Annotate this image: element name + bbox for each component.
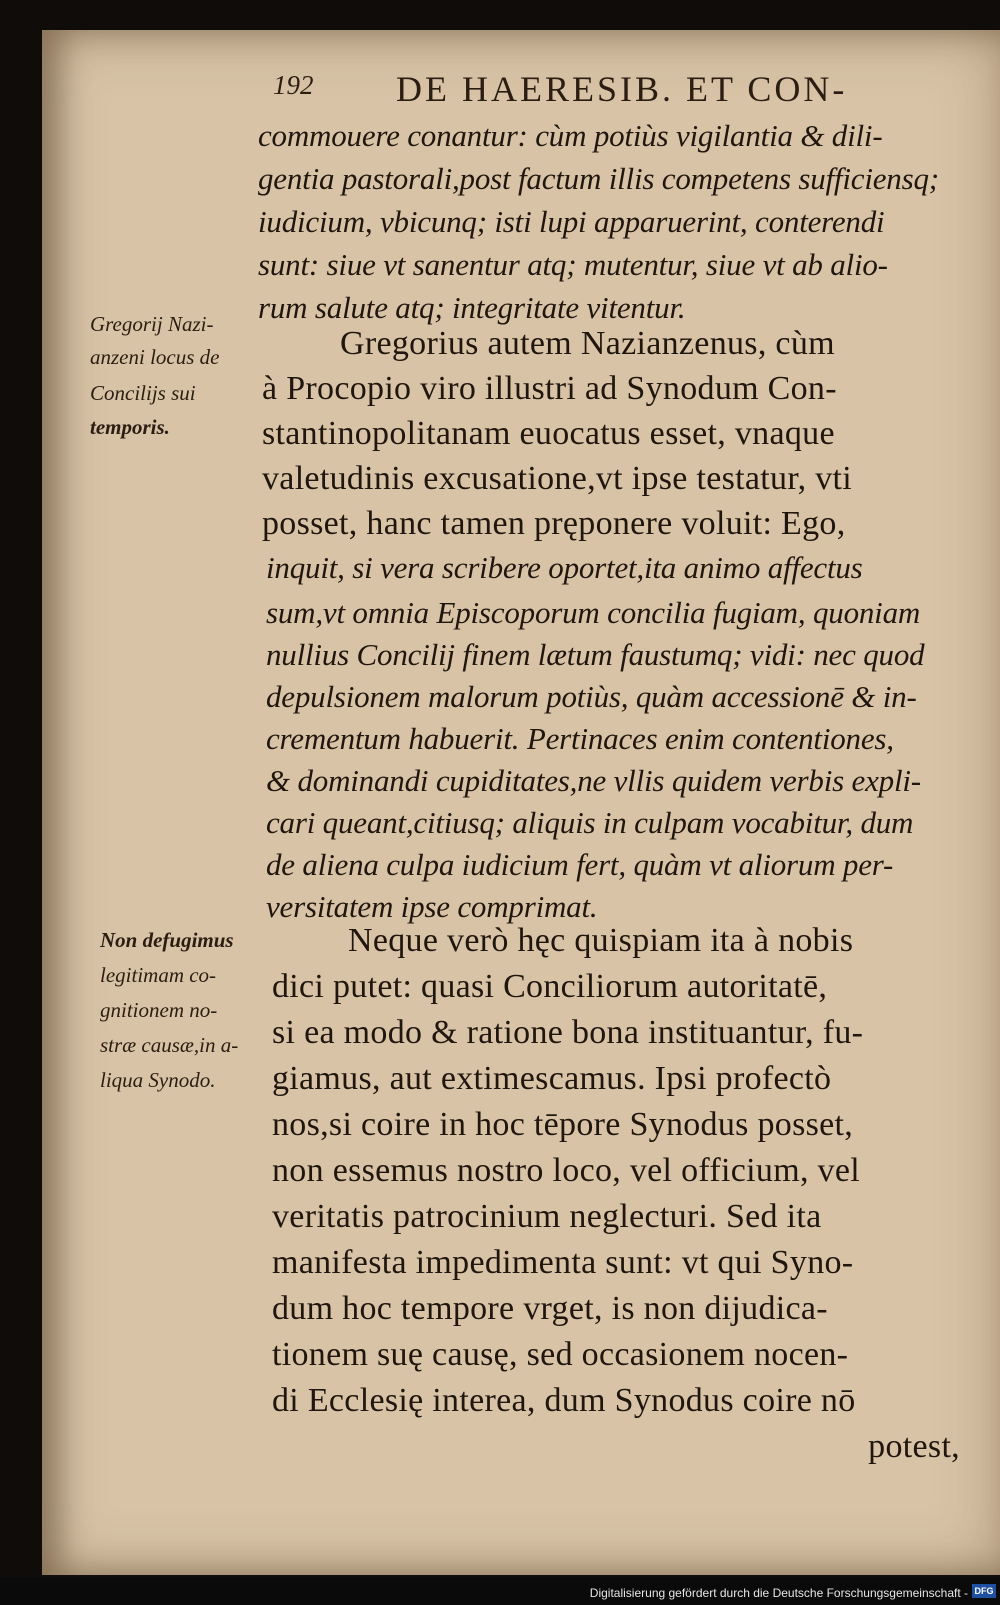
- text-line: si ea modo & ratione bona instituantur, fu-: [272, 1014, 864, 1051]
- marginal-note-line: anzeni locus de: [90, 345, 220, 369]
- text-line: versitatem ipse comprimat.: [266, 889, 598, 924]
- marginal-note-line: Concilijs sui: [90, 381, 196, 405]
- text-line: veritatis patrocinium neglecturi. Sed ita: [272, 1198, 822, 1235]
- text-line: dum hoc tempore vrget, is non dijudica-: [272, 1290, 828, 1327]
- text-line: stantinopolitanam euocatus esset, vnaque: [262, 415, 835, 452]
- marginal-note-line: legitimam co-: [100, 963, 217, 987]
- digitization-footer: [0, 1577, 1000, 1605]
- text-line: commouere conantur: cùm potiùs vigilantia & dili-: [258, 118, 883, 153]
- marginal-note-line: temporis.: [90, 415, 170, 439]
- text-line: dici putet: quasi Conciliorum autoritatē,: [272, 968, 828, 1005]
- text-line: posset, hanc tamen pręponere voluit: Ego,: [262, 505, 846, 542]
- text-line: di Ecclesię interea, dum Synodus coire nō: [272, 1382, 856, 1419]
- text-line: cari queant,citiusq; aliquis in culpam vocabitur, dum: [266, 805, 914, 840]
- dfg-logo: DFG: [972, 1584, 996, 1598]
- marginal-note-line: Non defugimus: [100, 928, 234, 952]
- text-line: gentia pastorali,post factum illis competens sufficiensq;: [258, 161, 939, 196]
- text-line: manifesta impedimenta sunt: vt qui Syno-: [272, 1244, 854, 1281]
- text-line: valetudinis excusatione,vt ipse testatur, vti: [262, 460, 853, 497]
- text-line: & dominandi cupiditates,ne vllis quidem verbis expli-: [266, 763, 921, 798]
- text-line: potest,: [868, 1428, 960, 1465]
- text-line: Neque verò hęc quispiam ita à nobis: [348, 922, 854, 959]
- text-line: inquit, si vera scribere oportet,ita animo affectus: [266, 550, 863, 585]
- text-line: Gregorius autem Nazianzenus, cùm: [340, 325, 835, 362]
- text-line: iudicium, vbicunq; isti lupi apparuerint, conterendi: [258, 204, 885, 239]
- marginal-note-line: liqua Synodo.: [100, 1068, 216, 1092]
- running-title: DE HAERESIB. ET CON-: [396, 69, 848, 109]
- text-line: crementum habuerit. Pertinaces enim contentiones,: [266, 721, 894, 756]
- text-line: tionem suę causę, sed occasionem nocen-: [272, 1336, 849, 1373]
- text-line: sunt: siue vt sanentur atq; mutentur, siue vt ab alio-: [258, 247, 888, 282]
- text-line: nullius Concilij finem lætum faustumq; vidi: nec quod: [266, 637, 925, 672]
- text-line: depulsionem malorum potiùs, quàm accessionē & in-: [266, 679, 917, 714]
- text-line: sum,vt omnia Episcoporum concilia fugiam, quoniam: [266, 595, 921, 630]
- text-line: non essemus nostro loco, vel officium, vel: [272, 1152, 860, 1189]
- text-line: à Procopio viro illustri ad Synodum Con-: [262, 370, 837, 407]
- funding-credit: Digitalisierung gefördert durch die Deutsche Forschungsgemeinschaft -: [589, 1586, 968, 1600]
- marginal-note-line: stræ causæ,in a-: [100, 1033, 239, 1057]
- text-line: giamus, aut extimescamus. Ipsi profectò: [272, 1060, 832, 1097]
- text-line: nos,si coire in hoc tēpore Synodus posset,: [272, 1106, 854, 1143]
- marginal-note-line: gnitionem no-: [100, 998, 218, 1022]
- marginal-note-line: Gregorij Nazi-: [90, 312, 214, 336]
- page-number: 192: [273, 70, 314, 100]
- text-line: rum salute atq; integritate vitentur.: [258, 290, 686, 325]
- running-header: [0, 68, 1000, 108]
- text-line: de aliena culpa iudicium fert, quàm vt aliorum per-: [266, 847, 894, 882]
